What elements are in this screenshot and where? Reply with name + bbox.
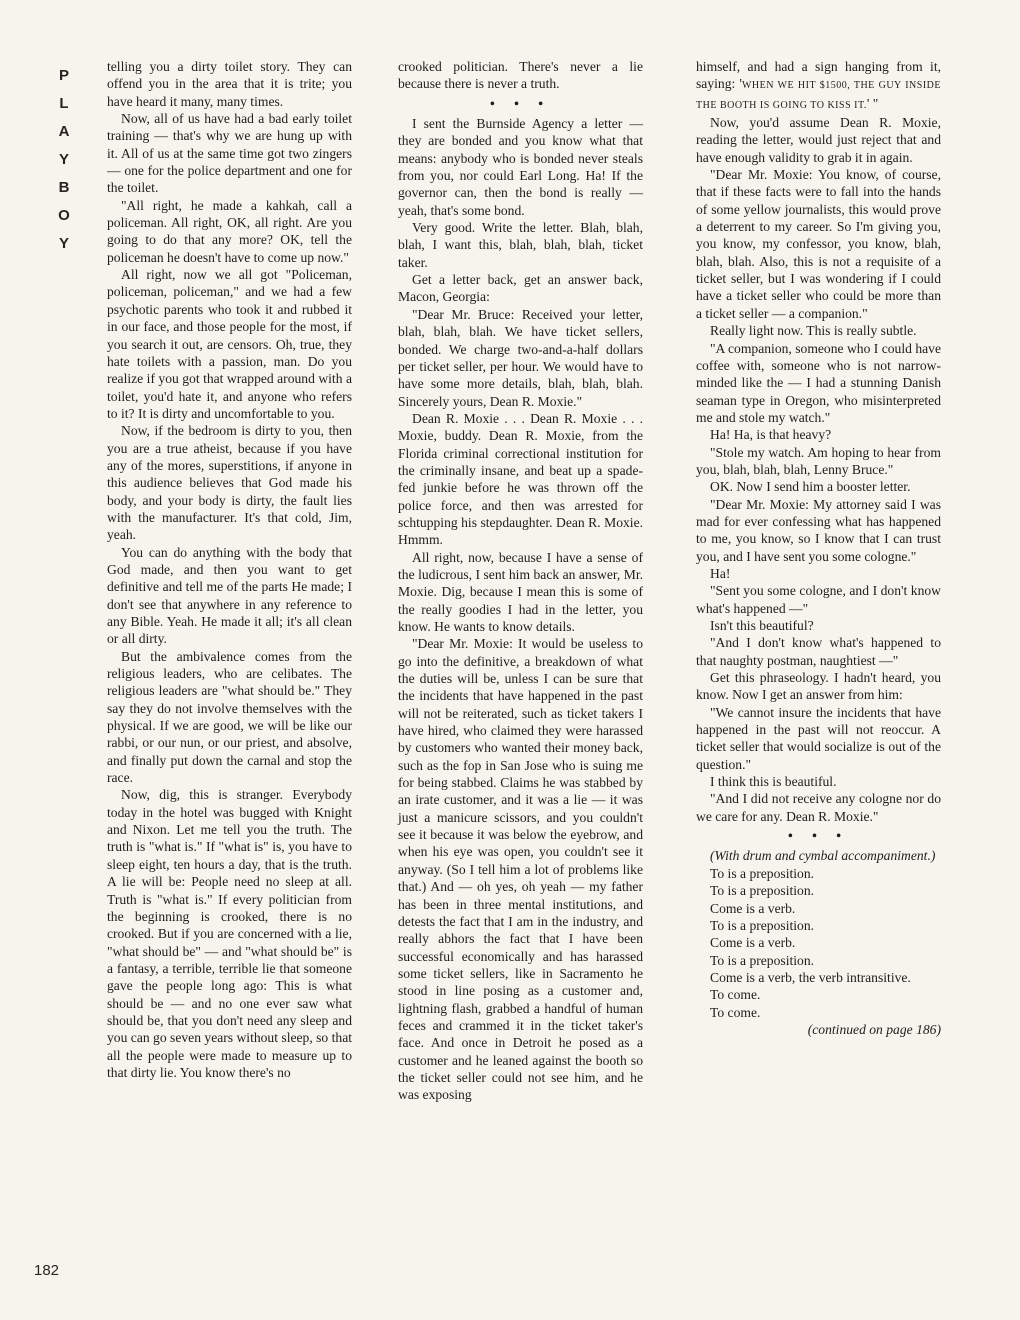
paragraph: All right, now we all got "Policeman, policeman, policeman," and we had a few psychotic parents who took it and rubbed it in our face, and those people for the most, if you search it out, are censors. Oh, true, they hate toilets with a passion, man. Do you realize if you got that wrapped around with a toilet, you'd hate it, and anyone who refers to it? It is dirty and uncomfortable to you.	[107, 267, 352, 421]
continued-note: (continued on page 186)	[807, 1021, 941, 1037]
verse-line: To is a preposition.	[710, 865, 815, 881]
paragraph: Dean R. Moxie . . . Dean R. Moxie . . . Moxie, buddy. Dean R. Moxie, from the Florida criminal correctional institution for the criminally insane, and beat up a spade-fed junkie before he was thrown off the police force, and then was arrested for schtupping his stepdaughter. Dean R. Moxie. Hmmm.	[398, 410, 643, 548]
paragraph: "Stole my watch. Am hoping to hear from you, blah, blah, blah, Lenny Bruce."	[696, 444, 941, 477]
paragraph: Very good. Write the letter. Blah, blah, blah, I want this, blah, blah, blah, ticket taker.	[398, 220, 643, 270]
paragraph: "All right, he made a kahkah, call a policeman. All right, OK, all right. Are you going to do that any more? OK, tell the policeman he doesn't have to come up now."	[107, 197, 352, 265]
verse-line: To is a preposition.	[710, 883, 815, 899]
verse-line: To is a preposition.	[710, 917, 815, 933]
paragraph: OK. Now I send him a booster letter.	[710, 479, 911, 495]
paragraph: But the ambivalence comes from the religious leaders, who are celibates. The religious leaders are "what should be." They say they do not involve themselves with the physical. If we are good, we will be like our rabbi, or our nun, or our priest, and absolve, and finally put down the carnal and stop the race.	[107, 648, 352, 786]
stage-direction: (With drum and cymbal accompaniment.)	[710, 848, 936, 864]
title-letter: A	[58, 123, 70, 140]
paragraph: I sent the Burnside Agency a letter — they are bonded and you know what that means: anybody who is bonded never steals from you, nor could Earl Long. Ha! If the governor can, then the bond is really — yeah, that's some bond.	[398, 116, 643, 218]
title-letter: P	[58, 67, 69, 84]
paragraph: "A companion, someone who I could have coffee with, someone who is not narrow-minded like the — I had a stunning Danish seaman type in Oregon, who misinterpreted me and stole my watch."	[696, 340, 941, 425]
paragraph: "And I don't know what's happened to that naughty postman, naughtiest —"	[696, 635, 941, 668]
paragraph-text: himself, and had a sign hanging from it, saying: '	[696, 59, 941, 92]
verse-line: To come.	[710, 987, 761, 1003]
paragraph: crooked politician. There's never a lie because there is never a truth.	[398, 59, 643, 92]
title-letter: B	[58, 179, 70, 196]
paragraph: Ha! Ha, is that heavy?	[710, 427, 832, 443]
text-column-1	[107, 58, 352, 1081]
paragraph: "Dear Mr. Moxie: You know, of course, that if these facts were to fall into the hands of some yellow journalists, this would prove a deterrent to my career. So I'm giving you, you know, my confessor, you know, blah, blah, blah. Also, this is not a requisite of a ticket seller, but I was wondering if I could have a ticket seller who could be more than a ticket seller — a companion."	[696, 167, 941, 321]
title-letter: Y	[58, 235, 69, 252]
paragraph: telling you a dirty toilet story. They can offend you in the area that it is trite; you have heard it many, many times.	[107, 59, 352, 109]
verse-line: Come is a verb.	[710, 935, 796, 951]
title-letter: L	[59, 95, 69, 112]
paragraph: "Sent you some cologne, and I don't know what's happened —"	[696, 583, 941, 616]
paragraph: All right, now, because I have a sense of the ludicrous, I sent him back an answer, Mr. Moxie. Dig, because I mean this is some of the really goodies I had in the letter, you know. He wants to know details.	[398, 549, 643, 634]
verse-line: To come.	[710, 1004, 761, 1020]
paragraph: "We cannot insure the incidents that have happened in the past will not reoccur. A ticket seller that would socialize is out of the question."	[696, 704, 941, 772]
paragraph: "Dear Mr. Bruce: Received your letter, blah, blah, blah. We have ticket sellers, bonded. We charge two-and-a-half dollars per ticket seller, per hour. We would have to have some more details, blah, blah, blah. Sincerely yours, Dean R. Moxie."	[398, 306, 643, 409]
verse-line: Come is a verb, the verb intransitive.	[710, 969, 911, 985]
section-separator: • • •	[489, 95, 552, 111]
paragraph: Really light now. This is really subtle.	[710, 323, 917, 339]
paragraph: Get a letter back, get an answer back, Macon, Georgia:	[398, 272, 643, 305]
paragraph	[696, 58, 941, 114]
verse-line: Come is a verb.	[710, 900, 796, 916]
text-column-2	[398, 58, 643, 1104]
paragraph: "Dear Mr. Moxie: My attorney said I was mad for ever confessing what has happened to me, you know, so I know that I can trust you, and I have sent you some cologne."	[696, 496, 941, 564]
paragraph: Now, if the bedroom is dirty to you, then you are a true atheist, because if you have any of the mores, superstitions, if anyone in this audience believes that God made his body, and your body is dirty, the fault lies with the manufacturer. It's that cold, Jim, yeah.	[107, 423, 352, 543]
title-letter: Y	[58, 151, 69, 168]
paragraph: Now, dig, this is stranger. Everybody today in the hotel was bugged with Knight and Nixon. Let me tell you the truth. The truth is "what is." If "what is" is, you have to sleep eight, ten hours a day, that is the truth. A lie will be: People need no sleep at all. Truth is "what is." If every politician from the beginning is crooked, there is no crooked. But if you are concerned with a lie, "what should be" — and "what should be" is a fantasy, a terrible, terrible lie that someone gave the people long ago: This is what should be — and no one ever saw what should be, that you don't need any sleep and you can go seven years without sleep, so that all the people were made to measure up to that dirty lie. You know there's no	[107, 787, 353, 1080]
paragraph: I think this is beautiful.	[710, 774, 837, 790]
sign-text: WHEN WE HIT $1500, THE GUY INSIDE THE BOOTH IS GOING TO KISS IT.	[696, 80, 941, 111]
paragraph: You can do anything with the body that God made, and then you want to get definitive and tell me of the parts He made; I don't see that anywhere in any reference to any Bible. Yeah. He made it all; it's all clean or all dirty.	[107, 544, 352, 647]
verse-line: To is a preposition.	[710, 952, 815, 968]
title-letter: O	[58, 207, 70, 224]
section-separator: • • •	[787, 828, 850, 844]
paragraph: Get this phraseology. I hadn't heard, you know. Now I get an answer from him:	[696, 670, 941, 703]
page-number: 182	[34, 1262, 60, 1279]
paragraph: Isn't this beautiful?	[710, 618, 814, 633]
paragraph: Now, all of us have had a bad early toilet training — that's why we are hung up with it. All of us at the same time got two zingers — one for the police department and one for the toilet.	[107, 111, 352, 196]
paragraph: "And I did not receive any cologne nor do we care for any. Dean R. Moxie."	[696, 791, 941, 824]
paragraph: "Dear Mr. Moxie: It would be useless to go into the definitive, a breakdown of what the duties will be, unless I can be sure that the incidents that have happened in the past will not be reiterated, such as ticket takers I have hired, who claimed they were harassed by customers who wanted their money back, such as the fop in San Jose who is suing me for being stabbed. Claims he was stabbed by an irate customer, and it was a lie — it was just a manicure scissors, and you couldn't see it because it was below the eyebrow, and when his eye was open, you couldn't see it anyway. (So I tell him a lot of problems like that.) And — oh yes, oh yeah — my father has been in three mental institutions, and detests the fact that I am in the industry, and really abhors the fact that I have been successful economically and has harassed some ticket sellers, like in Sacramento he stood in line posing as a customer and, lightning flash, grabbed a handful of human feces and crammed it in the ticket taker's face. And once in Detroit he posed as a customer and he leaned against the booth so the ticket seller could not see him, and he was exposing	[398, 636, 643, 1103]
magazine-title-vertical	[50, 62, 78, 258]
paragraph: Now, you'd assume Dean R. Moxie, reading the letter, would just reject that and have enough validity to grab it in again.	[696, 115, 941, 165]
paragraph-text: ' "	[866, 95, 879, 111]
text-column-3	[696, 58, 941, 1038]
paragraph: Ha!	[710, 565, 731, 581]
